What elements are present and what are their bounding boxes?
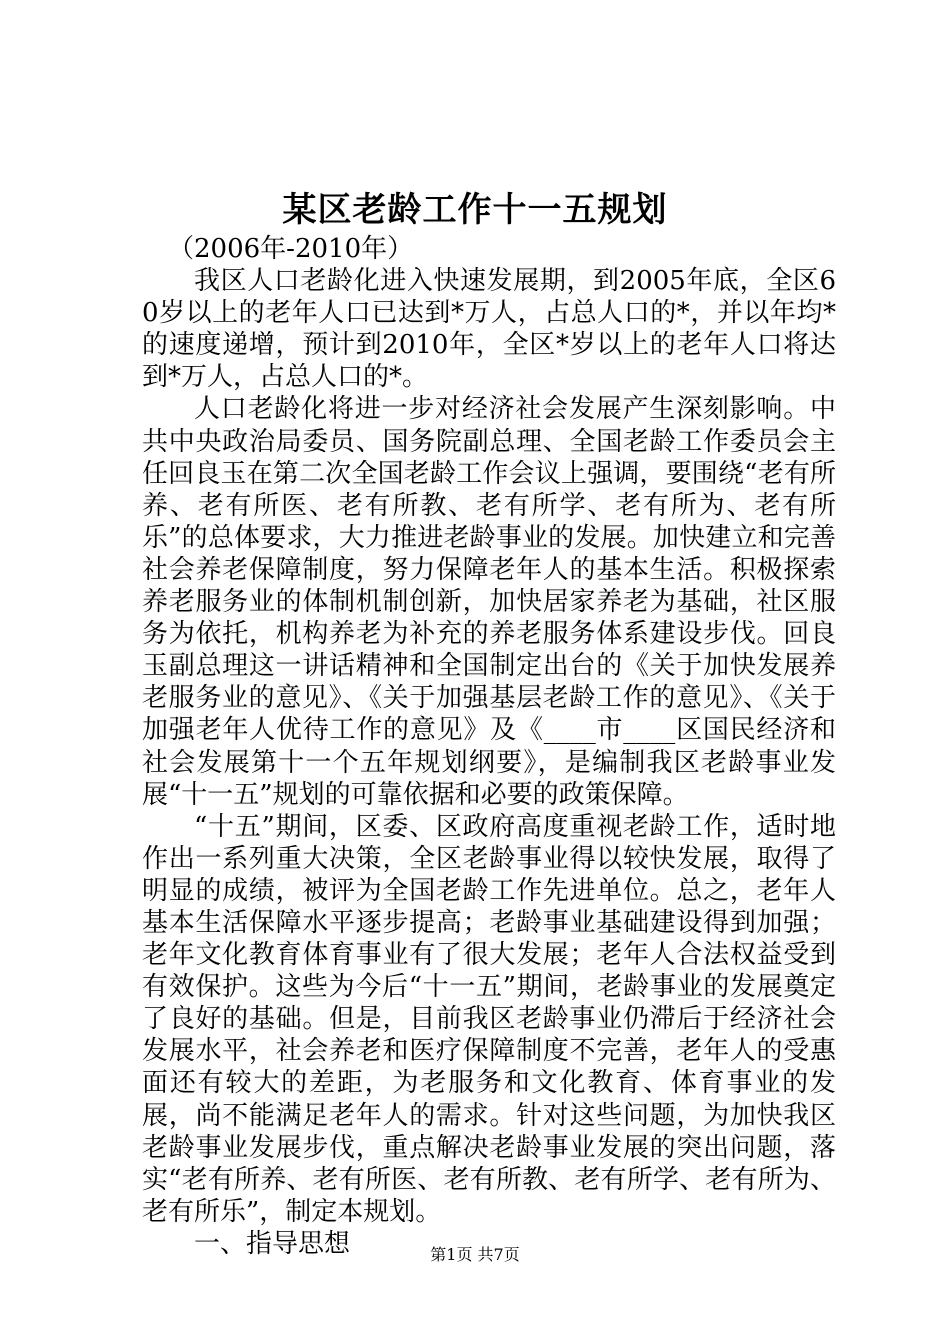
paragraph-policy-basis: 人口老龄化将进一步对经济社会发展产生深刻影响。中共中央政治局委员、国务院副总理、全国老龄工作委员会主任回良玉在第二次全国老龄工作会议上强调，要围绕“老有所养、老有所医、老有所教、老有所学、老有所为、老有所乐”的总体要求，大力推进老龄事业的发展。加快建立和完善社会养老保障制度，努力保障老年人的基本生活。积极探索养老服务业的体制机制创新，加快居家养老为基础，社区服务为依托，机构养老为补充的养老服务体系建设步伐。回良玉副总理这一讲话精神和全国制定出台的《关于加快发展养老服务业的意见》、《关于加强基层老龄工作的意见》、《关于加强老年人优待工作的意见》及《____市____区国民经济和社会发展第十一个五年规划纲要》，是编制我区老龄事业发展“十一五”规划的可靠依据和必要的政策保障。 <box>142 394 836 810</box>
document-subtitle: （2006年-2010年） <box>168 234 414 264</box>
paragraph-aging-overview: 我区人口老龄化进入快速发展期，到2005年底，全区60岁以上的老年人口已达到*万人，占总人口的*，并以年均*的速度递增，预计到2010年，全区*岁以上的老年人口将达到*万人，占总人口的*。 <box>142 266 836 393</box>
section-heading-guiding-ideology: 一、指导思想 <box>194 1228 351 1259</box>
page-footer: 第1页 共7页 <box>430 1245 520 1264</box>
paragraph-achievements: “十五”期间，区委、区政府高度重视老龄工作，适时地作出一系列重大决策，全区老龄事业得以较快发展，取得了明显的成绩，被评为全国老龄工作先进单位。总之，老年人基本生活保障水平逐步提高；老龄事业基础建设得到加强；老年文化教育体育事业有了很大发展；老年人合法权益受到有效保护。这些为今后“十一五”期间，老龄事业的发展奠定了良好的基础。但是，目前我区老龄事业仍滞后于经济社会发展水平，社会养老和医疗保障制度不完善，老年人的受惠面还有较大的差距，为老服务和文化教育、体育事业的发展，尚不能满足老年人的需求。针对这些问题，为加快我区老龄事业发展步伐，重点解决老龄事业发展的突出问题，落实“老有所养、老有所医、老有所教、老有所学、老有所为、老有所乐”，制定本规划。 <box>142 811 836 1227</box>
document-body <box>142 233 836 1260</box>
document-title: 某区老龄工作十一五规划 <box>282 190 668 230</box>
